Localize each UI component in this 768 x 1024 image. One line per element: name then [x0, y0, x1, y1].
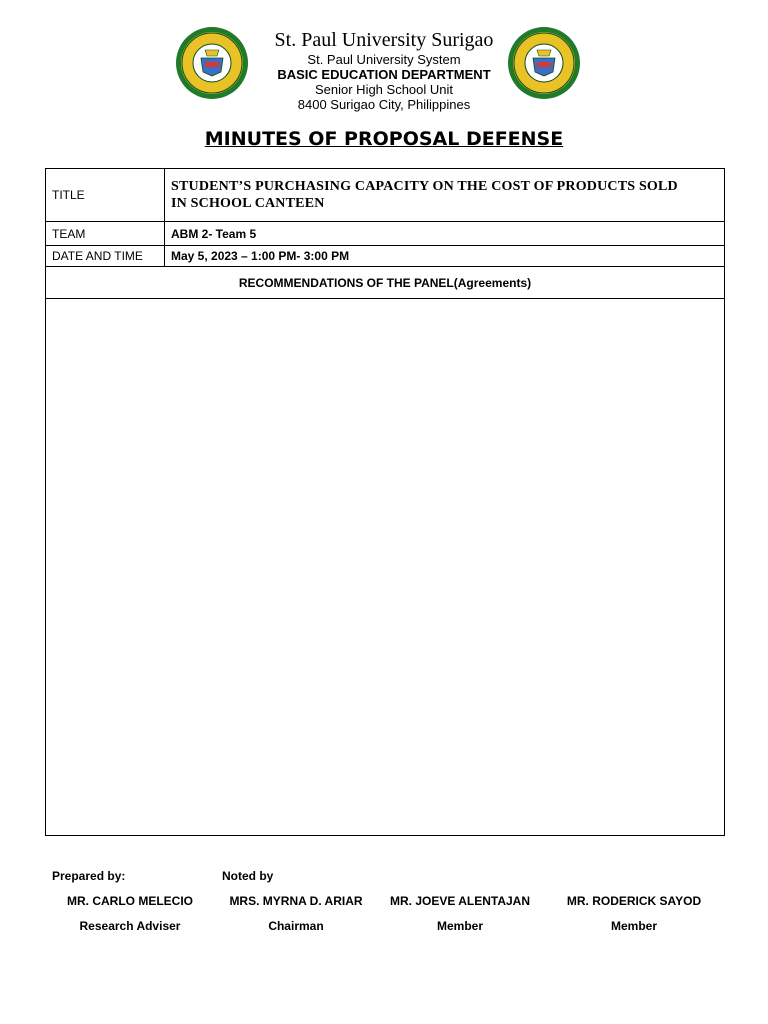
minutes-form: [45, 168, 725, 836]
university-name: St. Paul University Surigao: [274, 29, 494, 51]
signatory-name: MR. RODERICK SAYOD: [566, 894, 702, 908]
signatory-role: Member: [610, 919, 657, 933]
date-row: [46, 246, 724, 267]
date-value: May 5, 2023 – 1:00 PM- 3:00 PM: [171, 249, 350, 263]
recommendations-body: [46, 299, 724, 835]
title-value-line2: IN SCHOOL CANTEEN: [171, 196, 325, 211]
signatory-role: Member: [436, 919, 483, 933]
university-system: St. Paul University System: [307, 52, 461, 67]
signatory-role: Research Adviser: [79, 919, 181, 933]
signatory-name: MR. JOEVE ALENTAJAN: [389, 894, 530, 908]
signatory-role: Chairman: [268, 919, 324, 933]
department-name: BASIC EDUCATION DEPARTMENT: [277, 67, 491, 82]
title-value: [165, 169, 724, 221]
recommendations-heading: RECOMMENDATIONS OF THE PANEL(Agreements): [46, 267, 724, 299]
noted-by-label: Noted by: [222, 869, 274, 883]
team-row: [46, 222, 724, 246]
team-label: TEAM: [46, 222, 165, 245]
title-row: [46, 169, 724, 222]
signatory-name: MR. CARLO MELECIO: [67, 894, 193, 908]
signatory-name: MRS. MYRNA D. ARIAR: [229, 894, 363, 908]
title-value-line1: STUDENT’S PURCHASING CAPACITY ON THE COST OF PRODUCTS SOLD: [171, 179, 678, 194]
date-label: DATE AND TIME: [46, 246, 165, 266]
prepared-by-label: Prepared by:: [52, 869, 126, 883]
team-value: ABM 2- Team 5: [171, 226, 257, 241]
unit-name: Senior High School Unit: [314, 82, 454, 97]
address: 8400 Surigao City, Philippines: [297, 97, 471, 112]
document-title: MINUTES OF PROPOSAL DEFENSE: [204, 128, 564, 150]
letterhead: [234, 28, 534, 112]
title-label: TITLE: [46, 169, 165, 221]
